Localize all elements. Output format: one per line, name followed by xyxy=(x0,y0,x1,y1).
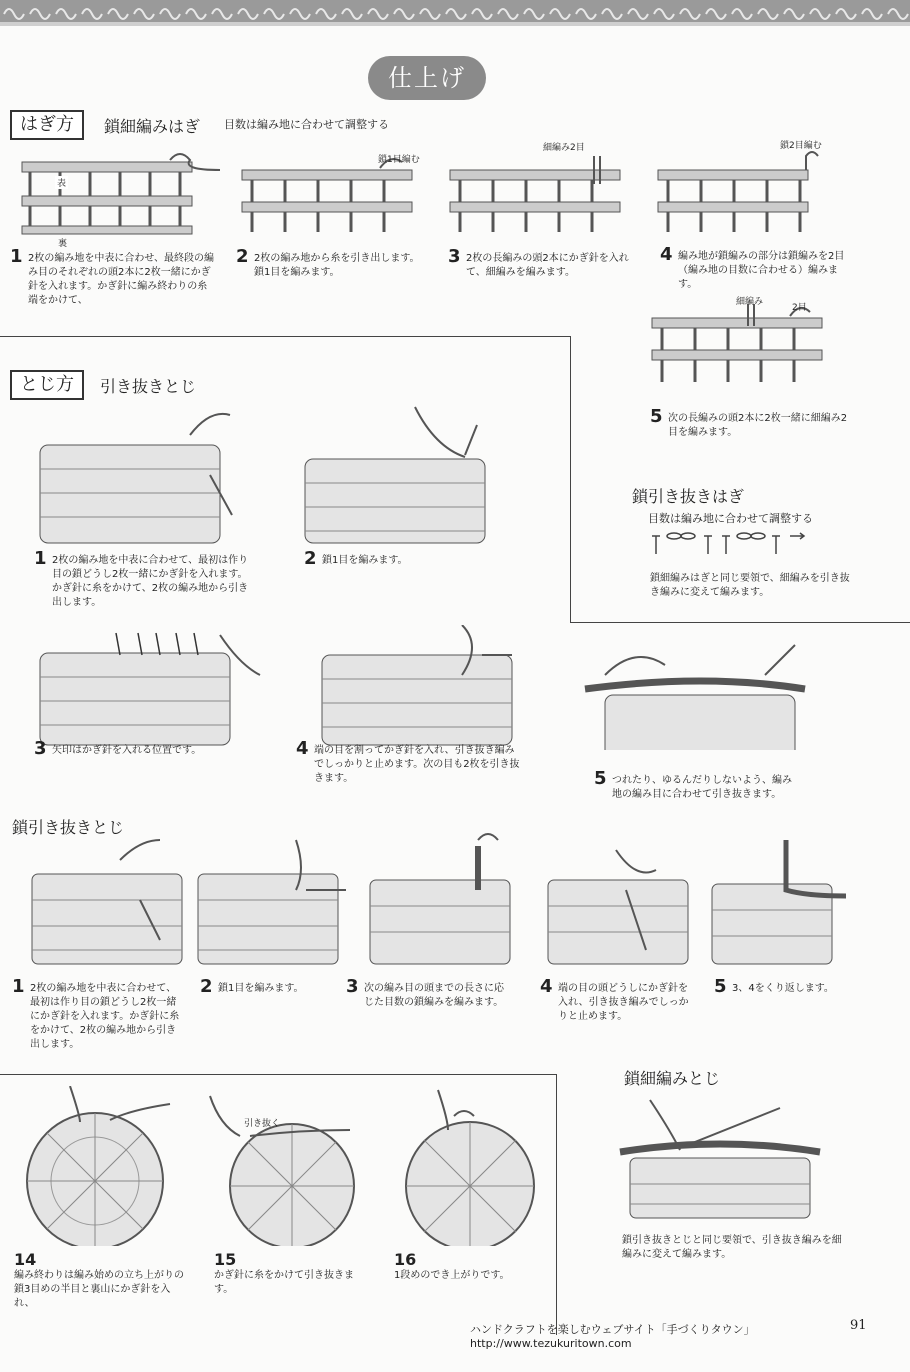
kusari-toji-diagram-2 xyxy=(198,840,346,964)
band-shadow xyxy=(0,22,910,26)
kusari-hagi-note: 目数は編み地に合わせて調整する xyxy=(648,512,813,525)
kusari-hagi-symbols xyxy=(650,526,810,560)
page-number: 91 xyxy=(850,1318,867,1333)
label-ura: 裏 xyxy=(58,239,68,249)
hagi-note: 目数は編み地に合わせて調整する xyxy=(224,118,389,131)
label-kusari1: 鎖1目編む xyxy=(378,155,420,165)
hagi-diagram-2 xyxy=(242,159,412,232)
label-komaami2: 細編み2目 xyxy=(543,143,585,153)
kusari-toji-diagram-1 xyxy=(32,840,182,964)
top-band xyxy=(0,0,910,22)
toji-name: 引き抜きとじ xyxy=(100,377,197,396)
label-komaami: 細編み xyxy=(736,297,764,307)
label-kusari2: 鎖2目編む xyxy=(780,141,822,151)
pattern-decoration-icon xyxy=(0,0,910,22)
circle-diagram-14 xyxy=(27,1086,170,1246)
circle-step-16: 16 1段めのでき上がりです。 xyxy=(394,1250,510,1281)
circle-diagram-16 xyxy=(406,1090,534,1246)
toji-diagram-3 xyxy=(40,633,260,745)
hagi-diagram-3 xyxy=(450,156,620,232)
kusari-hagi-text: 鎖細編みはぎと同じ要領で、細編みを引き抜き編みに変えて編みます。 xyxy=(650,573,850,598)
toji-label: とじ方 xyxy=(10,370,84,400)
label-ni: 2目 xyxy=(792,303,807,313)
circle-step-14: 14 編み終わりは編み始めの立ち上がりの鎖3目めの半目と裏山にかぎ針を入れ、 xyxy=(14,1250,184,1309)
footer-text: ハンドクラフトを楽しむウェブサイト「手づくりタウン」http://www.tezukuritown.com xyxy=(470,1323,755,1350)
kusari-toji-diagram-5 xyxy=(712,840,846,964)
label-hikinuku: 引き抜く xyxy=(244,1119,281,1129)
kusari-komaami-toji-diagram xyxy=(600,1092,840,1222)
toji-frame-line xyxy=(570,622,910,623)
kusari-komaami-toji-text: 鎖引き抜きとじと同じ要領で、引き抜き編みを細編みに変えて編みます。 xyxy=(622,1235,842,1260)
hagi-label: はぎ方 xyxy=(10,110,84,140)
circle-diagrams xyxy=(10,1086,550,1246)
kusari-toji-diagram-3 xyxy=(370,834,510,964)
toji-diagram-1 xyxy=(40,414,232,543)
circle-diagram-15 xyxy=(210,1096,354,1246)
hagi-diagram-4 xyxy=(658,152,818,232)
hagi-diagram-1 xyxy=(22,154,220,234)
kusari-komaami-toji-title: 鎖細編みとじ xyxy=(624,1069,721,1088)
label-omote: 表 xyxy=(55,176,68,189)
toji-diagrams-row1 xyxy=(20,405,540,545)
kusari-toji-diagram-4 xyxy=(548,850,688,964)
kusari-toji-title: 鎖引き抜きとじ xyxy=(12,818,125,837)
toji-diagrams-row2 xyxy=(20,625,850,750)
toji-diagram-2 xyxy=(305,407,485,543)
toji-diagram-4 xyxy=(322,625,512,745)
hagi-diagram-5 xyxy=(650,296,850,396)
toji-diagram-5 xyxy=(585,645,805,750)
hagi-diagrams xyxy=(10,140,900,245)
kusari-hagi-title: 鎖引き抜きはぎ xyxy=(632,487,745,506)
page-title: 仕上げ xyxy=(368,56,486,100)
kusari-toji-diagrams xyxy=(20,830,890,970)
hagi-name: 鎖細編みはぎ xyxy=(104,117,201,136)
circle-step-15: 15 かぎ針に糸をかけて引き抜きます。 xyxy=(214,1250,354,1295)
